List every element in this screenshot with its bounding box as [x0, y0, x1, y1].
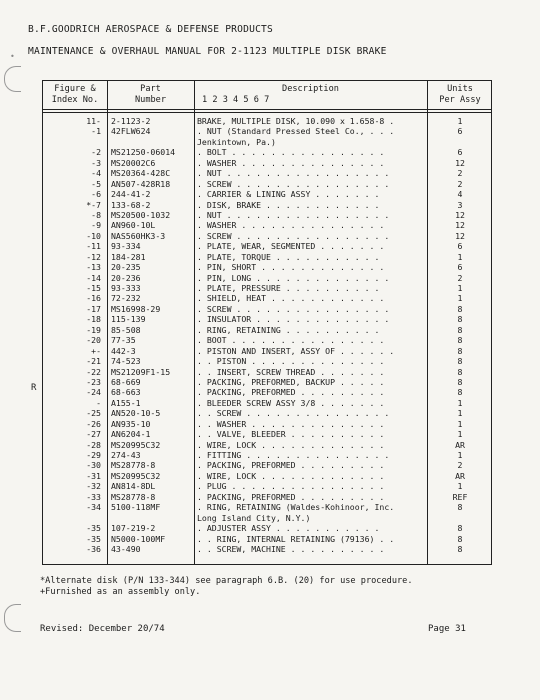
table-body	[43, 116, 493, 554]
table-row	[43, 419, 493, 429]
description-cell: . . WASHER . . . . . . . . . . . . . .	[197, 418, 385, 429]
figure-index-cell: -26	[86, 418, 101, 429]
table-row	[43, 356, 493, 366]
part-number-cell: 93-334	[111, 241, 141, 252]
part-number-cell: 74-523	[111, 356, 141, 367]
units-cell: 1	[457, 397, 463, 408]
units-cell: 1	[457, 450, 463, 460]
table-row	[43, 210, 493, 220]
table-row	[43, 544, 493, 554]
binder-tick-mark: •	[10, 52, 15, 61]
figure-index-cell: -35	[86, 523, 101, 534]
units-cell: 2	[457, 272, 463, 283]
description-cell: . WIRE, LOCK . . . . . . . . . . . . .	[197, 470, 385, 481]
units-cell: 8	[457, 523, 463, 534]
units-cell: 4	[457, 189, 463, 200]
table-row	[43, 314, 493, 324]
page-number: Page 31	[428, 624, 466, 634]
description-cell: Jenkintown, Pa.)	[197, 136, 276, 147]
description-cell: . . VALVE, BLEEDER . . . . . . . . . .	[197, 429, 385, 440]
description-cell: . WIRE, LOCK . . . . . . . . . . . . .	[197, 439, 385, 450]
table-row	[43, 116, 493, 126]
units-cell: 1	[457, 293, 463, 304]
part-number-cell: MS16998-29	[111, 303, 161, 314]
units-cell: AR	[455, 470, 465, 481]
units-cell: 8	[457, 543, 463, 554]
table-row	[43, 387, 493, 397]
table-row	[43, 481, 493, 491]
units-cell: AR	[455, 439, 465, 450]
description-cell: . PISTON AND INSERT, ASSY OF . . . . . .	[197, 345, 395, 356]
units-cell: 1	[457, 429, 463, 440]
part-number-cell: 72-232	[111, 293, 141, 304]
part-number-cell: AN507-428R18	[111, 178, 171, 189]
table-row	[43, 231, 493, 241]
part-number-cell: 274-43	[111, 450, 141, 460]
description-cell: . PLATE, TORQUE . . . . . . . . . . .	[197, 251, 380, 262]
figure-index-cell: -18	[86, 314, 101, 325]
part-number-cell: MS28778-8	[111, 491, 156, 502]
figure-index-cell: -9	[91, 220, 101, 231]
figure-index-cell: -11	[86, 241, 101, 252]
table-row	[43, 460, 493, 470]
units-cell: 8	[457, 314, 463, 325]
units-cell: 1	[457, 481, 463, 492]
table-row	[43, 523, 493, 533]
table-row	[43, 346, 493, 356]
figure-index-cell: -1	[91, 126, 101, 137]
figure-index-cell: -36	[86, 543, 101, 554]
description-cell: . PACKING, PREFORMED . . . . . . . . .	[197, 491, 385, 502]
description-cell: . SCREW . . . . . . . . . . . . . . . .	[197, 178, 390, 189]
figure-index-cell: -15	[86, 283, 101, 293]
revision-mark: R	[31, 383, 37, 393]
table-row	[43, 200, 493, 210]
figure-index-cell: -28	[86, 439, 101, 450]
part-number-cell: 442-3	[111, 345, 136, 356]
description-cell: . PLUG . . . . . . . . . . . . . . . .	[197, 481, 385, 492]
figure-index-cell: -32	[86, 481, 101, 492]
figure-index-cell: -24	[86, 387, 101, 398]
part-number-cell: MS21209F1-15	[111, 366, 171, 377]
table-row	[43, 241, 493, 251]
description-cell: . NUT . . . . . . . . . . . . . . . . .	[197, 168, 390, 179]
description-cell: . DISK, BRAKE . . . . . . . . . . . .	[197, 199, 380, 210]
part-number-cell: MS20002C6	[111, 157, 156, 168]
units-cell: 8	[457, 533, 463, 544]
figure-index-cell: -	[96, 397, 101, 408]
figure-index-cell: -12	[86, 251, 101, 262]
description-cell: . INSULATOR . . . . . . . . . . . . . .	[197, 314, 390, 325]
units-cell: 8	[457, 366, 463, 377]
units-cell: 6	[457, 126, 463, 137]
part-number-cell: 42FLW624	[111, 126, 151, 137]
header-rule	[43, 109, 491, 110]
table-row	[43, 189, 493, 199]
figure-index-cell: -31	[86, 470, 101, 481]
figure-index-cell: -30	[86, 460, 101, 471]
description-cell: . . INSERT, SCREW THREAD . . . . . . .	[197, 366, 385, 377]
figure-index-cell: -35	[86, 533, 101, 544]
description-cell: . WASHER . . . . . . . . . . . . . . .	[197, 220, 385, 231]
description-cell: . . RING, INTERNAL RETAINING (79136) . .	[197, 533, 395, 544]
units-cell: 8	[457, 303, 463, 314]
column-header-description: Description 1 2 3 4 5 6 7	[202, 84, 339, 105]
description-cell: . . SCREW . . . . . . . . . . . . . . .	[197, 408, 390, 419]
description-cell: . RING, RETAINING . . . . . . . . . .	[197, 324, 380, 335]
part-number-cell: 68-663	[111, 387, 141, 398]
units-cell: 12	[455, 209, 465, 220]
table-row	[43, 168, 493, 178]
part-number-cell: 5100-118MF	[111, 502, 161, 513]
description-cell: . BOOT . . . . . . . . . . . . . . . .	[197, 335, 385, 346]
figure-index-cell: -33	[86, 491, 101, 502]
description-cell: . PACKING, PREFORMED, BACKUP . . . . .	[197, 376, 385, 387]
figure-index-cell: -22	[86, 366, 101, 377]
part-number-cell: 68-669	[111, 376, 141, 387]
figure-index-cell: -8	[91, 209, 101, 220]
description-cell: . BOLT . . . . . . . . . . . . . . . .	[197, 147, 385, 158]
footnote-assembly: +Furnished as an assembly only.	[40, 587, 201, 597]
company-header: B.F.GOODRICH AEROSPACE & DEFENSE PRODUCTS	[28, 24, 274, 35]
table-row	[43, 398, 493, 408]
description-cell: . ADJUSTER ASSY . . . . . . . . . . .	[197, 523, 380, 534]
description-cell: . . PISTON . . . . . . . . . . . . . .	[197, 356, 385, 367]
part-number-cell: 133-68-2	[111, 199, 151, 210]
table-row	[43, 304, 493, 314]
table-row	[43, 147, 493, 157]
figure-index-cell: -27	[86, 429, 101, 440]
units-cell: 1	[457, 408, 463, 419]
table-row	[43, 450, 493, 460]
table-row	[43, 534, 493, 544]
table-row	[43, 179, 493, 189]
column-header-figure: Figure & Index No.	[51, 84, 99, 105]
units-cell: 12	[455, 220, 465, 231]
units-cell: 8	[457, 345, 463, 356]
header-rule	[43, 112, 491, 113]
table-row	[43, 137, 493, 147]
description-cell: BRAKE, MULTIPLE DISK, 10.090 x 1.658-8 .	[197, 116, 395, 126]
units-cell: 6	[457, 262, 463, 273]
table-row	[43, 220, 493, 230]
column-header-part: Part Number	[134, 84, 167, 105]
units-cell: 12	[455, 230, 465, 241]
part-number-cell: 93-333	[111, 283, 141, 293]
figure-index-cell: -14	[86, 272, 101, 283]
figure-index-cell: -6	[91, 189, 101, 200]
figure-index-cell: -2	[91, 147, 101, 158]
binder-hole-mark	[4, 604, 21, 632]
description-cell: . PIN, SHORT . . . . . . . . . . . . .	[197, 262, 385, 273]
figure-index-cell: -29	[86, 450, 101, 460]
part-number-cell: MS20995C32	[111, 439, 161, 450]
units-cell: 1	[457, 116, 463, 126]
revision-date: Revised: December 20/74	[40, 624, 165, 634]
table-row	[43, 502, 493, 512]
figure-index-cell: -3	[91, 157, 101, 168]
part-number-cell: 77-35	[111, 335, 136, 346]
figure-index-cell: -19	[86, 324, 101, 335]
units-cell: 8	[457, 376, 463, 387]
units-cell: 8	[457, 356, 463, 367]
units-cell: 1	[457, 283, 463, 293]
units-cell: 1	[457, 418, 463, 429]
description-cell: . BLEEDER SCREW ASSY 3/8 . . . . . . .	[197, 397, 385, 408]
table-row	[43, 377, 493, 387]
part-number-cell: 244-41-2	[111, 189, 151, 200]
part-number-cell: AN520-10-5	[111, 408, 161, 419]
part-number-cell: AN935-10	[111, 418, 151, 429]
description-cell: . RING, RETAINING (Waldes-Kohinoor, Inc.	[197, 502, 395, 513]
table-row	[43, 158, 493, 168]
part-number-cell: NAS560HK3-3	[111, 230, 166, 241]
table-row	[43, 293, 493, 303]
part-number-cell: MS20995C32	[111, 470, 161, 481]
figure-index-cell: -5	[91, 178, 101, 189]
table-row	[43, 283, 493, 293]
units-cell: 8	[457, 335, 463, 346]
part-number-cell: 20-235	[111, 262, 141, 273]
parts-list-table	[42, 80, 492, 565]
description-cell: . SCREW . . . . . . . . . . . . . . . .	[197, 303, 390, 314]
description-cell: . WASHER . . . . . . . . . . . . . . .	[197, 157, 385, 168]
part-number-cell: 184-281	[111, 251, 146, 262]
description-cell: . PACKING, PREFORMED . . . . . . . . .	[197, 460, 385, 471]
table-row	[43, 126, 493, 136]
part-number-cell: AN814-8DL	[111, 481, 156, 492]
part-number-cell: MS21250-06014	[111, 147, 176, 158]
binder-hole-mark	[4, 66, 21, 92]
description-cell: . NUT . . . . . . . . . . . . . . . . .	[197, 209, 390, 220]
table-row	[43, 262, 493, 272]
figure-index-cell: -17	[86, 303, 101, 314]
description-cell: . SHIELD, HEAT . . . . . . . . . . . .	[197, 293, 385, 304]
units-cell: 3	[457, 199, 463, 210]
units-cell: 2	[457, 460, 463, 471]
figure-index-cell: -13	[86, 262, 101, 273]
part-number-cell: 20-236	[111, 272, 141, 283]
part-number-cell: AN6204-1	[111, 429, 151, 440]
table-row	[43, 513, 493, 523]
table-row	[43, 273, 493, 283]
part-number-cell: 43-490	[111, 543, 141, 554]
units-cell: 2	[457, 168, 463, 179]
part-number-cell: 2-1123-2	[111, 116, 151, 126]
part-number-cell: 85-508	[111, 324, 141, 335]
units-cell: 12	[455, 157, 465, 168]
column-header-units: Units Per Assy	[439, 84, 481, 105]
units-cell: 1	[457, 251, 463, 262]
description-cell: . PLATE, WEAR, SEGMENTED . . . . . . .	[197, 241, 385, 252]
description-cell: . PLATE, PRESSURE . . . . . . . . . .	[197, 283, 380, 293]
figure-index-cell: -21	[86, 356, 101, 367]
table-row	[43, 325, 493, 335]
description-cell: . . SCREW, MACHINE . . . . . . . . . .	[197, 543, 385, 554]
figure-index-cell: -23	[86, 376, 101, 387]
units-cell: REF	[452, 491, 468, 502]
figure-index-cell: -10	[86, 230, 101, 241]
description-cell: . PACKING, PREFORMED . . . . . . . . .	[197, 387, 385, 398]
part-number-cell: MS20500-1032	[111, 209, 171, 220]
figure-index-cell: -16	[86, 293, 101, 304]
footnote-alternate-disk: *Alternate disk (P/N 133-344) see paragraph 6.B. (20) for use procedure.	[40, 576, 413, 586]
table-row	[43, 252, 493, 262]
table-row	[43, 335, 493, 345]
manual-title: MAINTENANCE & OVERHAUL MANUAL FOR 2-1123 MULTIPLE DISK BRAKE	[28, 46, 387, 57]
part-number-cell: 115-139	[111, 314, 146, 325]
description-cell: Long Island City, N.Y.)	[197, 512, 311, 523]
units-cell: 2	[457, 178, 463, 189]
table-row	[43, 408, 493, 418]
table-row	[43, 492, 493, 502]
part-number-cell: MS28778-8	[111, 460, 156, 471]
figure-index-cell: -4	[91, 168, 101, 179]
figure-index-cell: +-	[91, 345, 101, 356]
table-row	[43, 429, 493, 439]
description-cell: . NUT (Standard Pressed Steel Co., . . .	[197, 126, 395, 137]
units-cell: 8	[457, 502, 463, 513]
figure-index-cell: -25	[86, 408, 101, 419]
table-row	[43, 471, 493, 481]
units-cell: 8	[457, 387, 463, 398]
figure-index-cell: -20	[86, 335, 101, 346]
units-cell: 6	[457, 241, 463, 252]
figure-index-cell: -34	[86, 502, 101, 513]
figure-index-cell: 11-	[86, 116, 101, 126]
part-number-cell: MS20364-428C	[111, 168, 171, 179]
description-cell: . PIN, LONG . . . . . . . . . . . . . .	[197, 272, 390, 283]
part-number-cell: A155-1	[111, 397, 141, 408]
part-number-cell: 107-219-2	[111, 523, 156, 534]
description-cell: . FITTING . . . . . . . . . . . . . . .	[197, 450, 390, 460]
description-cell: . SCREW . . . . . . . . . . . . . . . .	[197, 230, 390, 241]
description-cell: . CARRIER & LINING ASSY . . . . . . .	[197, 189, 380, 200]
units-cell: 6	[457, 147, 463, 158]
table-row	[43, 367, 493, 377]
part-number-cell: N5000-100MF	[111, 533, 166, 544]
table-row	[43, 440, 493, 450]
units-cell: 8	[457, 324, 463, 335]
part-number-cell: AN960-10L	[111, 220, 156, 231]
figure-index-cell: *-7	[86, 199, 101, 210]
